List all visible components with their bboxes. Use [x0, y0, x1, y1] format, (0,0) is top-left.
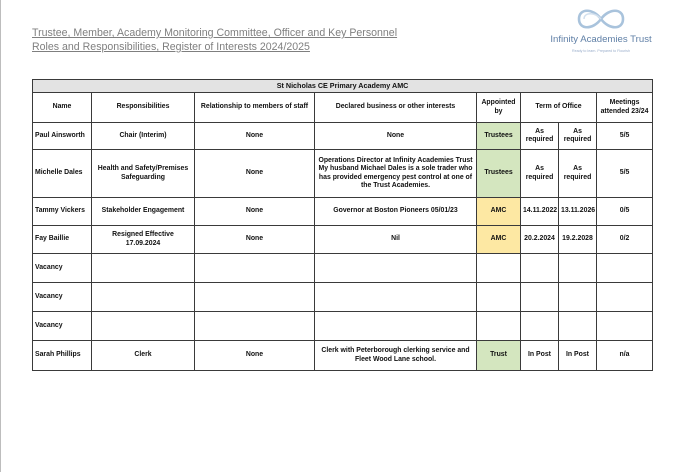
- cell-name: Vacancy: [33, 312, 92, 341]
- cell-meetings: [597, 283, 653, 312]
- cell-responsibilities: Clerk: [92, 341, 195, 371]
- header-relationship: Relationship to members of staff: [195, 93, 315, 123]
- cell-relationship: None: [195, 341, 315, 371]
- cell-term-end: As required: [559, 150, 597, 198]
- cell-responsibilities: [92, 312, 195, 341]
- cell-meetings: 0/5: [597, 198, 653, 226]
- cell-name: Fay Baillie: [33, 226, 92, 254]
- cell-appointed-by: Trustees: [477, 123, 521, 150]
- cell-term-end: In Post: [559, 341, 597, 371]
- cell-interests: Clerk with Peterborough clerking service and Fleet Wood Lane school.: [315, 341, 477, 371]
- table-header-row: [33, 93, 653, 123]
- cell-term-end: 19.2.2028: [559, 226, 597, 254]
- cell-term-start: In Post: [521, 341, 559, 371]
- cell-relationship: None: [195, 150, 315, 198]
- cell-relationship: None: [195, 226, 315, 254]
- cell-name: Vacancy: [33, 283, 92, 312]
- cell-interests: [315, 283, 477, 312]
- cell-appointed-by: AMC: [477, 226, 521, 254]
- cell-name: Paul Ainsworth: [33, 123, 92, 150]
- cell-term-end: [559, 254, 597, 283]
- header-name: Name: [33, 93, 92, 123]
- cell-appointed-by: Trustees: [477, 150, 521, 198]
- cell-term-start: [521, 312, 559, 341]
- cell-interests: Operations Director at Infinity Academies Trust My husband Michael Dales is a sole trader who has provided emergency pest control at one of the Trust Academies.: [315, 150, 477, 198]
- cell-responsibilities: Stakeholder Engagement: [92, 198, 195, 226]
- cell-term-end: As required: [559, 123, 597, 150]
- cell-term-start: 14.11.2022: [521, 198, 559, 226]
- infinity-logo-icon: [571, 6, 631, 32]
- header-declared-interests: Declared business or other interests: [315, 93, 477, 123]
- cell-term-start: As required: [521, 150, 559, 198]
- table-row: [33, 198, 653, 226]
- header-responsibilities: Responsibilities: [92, 93, 195, 123]
- cell-name: Tammy Vickers: [33, 198, 92, 226]
- cell-name: Vacancy: [33, 254, 92, 283]
- cell-appointed-by: AMC: [477, 198, 521, 226]
- cell-term-start: As required: [521, 123, 559, 150]
- cell-interests: Nil: [315, 226, 477, 254]
- header-title-line-1: Trustee, Member, Academy Monitoring Committee, Officer and Key Personnel: [32, 27, 398, 39]
- cell-meetings: [597, 312, 653, 341]
- cell-term-end: [559, 283, 597, 312]
- cell-term-start: [521, 254, 559, 283]
- cell-term-end: [559, 312, 597, 341]
- cell-interests: [315, 312, 477, 341]
- table-row: [33, 123, 653, 150]
- cell-term-start: 20.2.2024: [521, 226, 559, 254]
- cell-interests: Governor at Boston Pioneers 05/01/23: [315, 198, 477, 226]
- header-term-of-office: Term of Office: [521, 93, 597, 123]
- cell-relationship: [195, 283, 315, 312]
- cell-term-start: [521, 283, 559, 312]
- cell-responsibilities: [92, 254, 195, 283]
- table-row: [33, 150, 653, 198]
- table-title: St Nicholas CE Primary Academy AMC: [33, 80, 653, 93]
- cell-appointed-by: [477, 312, 521, 341]
- cell-responsibilities: [92, 283, 195, 312]
- table-row: [33, 341, 653, 371]
- cell-responsibilities: Chair (Interim): [92, 123, 195, 150]
- cell-meetings: n/a: [597, 341, 653, 371]
- cell-meetings: 5/5: [597, 150, 653, 198]
- cell-name: Michelle Dales: [33, 150, 92, 198]
- trust-logo: [541, 6, 661, 64]
- cell-meetings: 5/5: [597, 123, 653, 150]
- table-row: [33, 254, 653, 283]
- header-appointed-by: Appointed by: [477, 93, 521, 123]
- cell-appointed-by: Trust: [477, 341, 521, 371]
- cell-relationship: [195, 312, 315, 341]
- cell-relationship: None: [195, 198, 315, 226]
- logo-tagline: Ready to learn. Prepared to Flourish: [572, 49, 630, 53]
- register-table: [32, 79, 653, 371]
- header-meetings-attended: Meetings attended 23/24: [597, 93, 653, 123]
- cell-name: Sarah Phillips: [33, 341, 92, 371]
- cell-meetings: 0/2: [597, 226, 653, 254]
- cell-responsibilities: Resigned Effective 17.09.2024: [92, 226, 195, 254]
- table-row: [33, 312, 653, 341]
- cell-interests: [315, 254, 477, 283]
- table-title-row: [33, 80, 653, 93]
- cell-responsibilities: Health and Safety/Premises Safeguarding: [92, 150, 195, 198]
- cell-appointed-by: [477, 283, 521, 312]
- table-row: [33, 226, 653, 254]
- header-title-line-2: Roles and Responsibilities, Register of Interests 2024/2025: [32, 41, 310, 53]
- cell-appointed-by: [477, 254, 521, 283]
- cell-interests: None: [315, 123, 477, 150]
- cell-meetings: [597, 254, 653, 283]
- cell-relationship: None: [195, 123, 315, 150]
- logo-brand-name: Infinity Academies Trust: [550, 34, 652, 45]
- cell-relationship: [195, 254, 315, 283]
- table-row: [33, 283, 653, 312]
- cell-term-end: 13.11.2026: [559, 198, 597, 226]
- document-header: [32, 26, 397, 54]
